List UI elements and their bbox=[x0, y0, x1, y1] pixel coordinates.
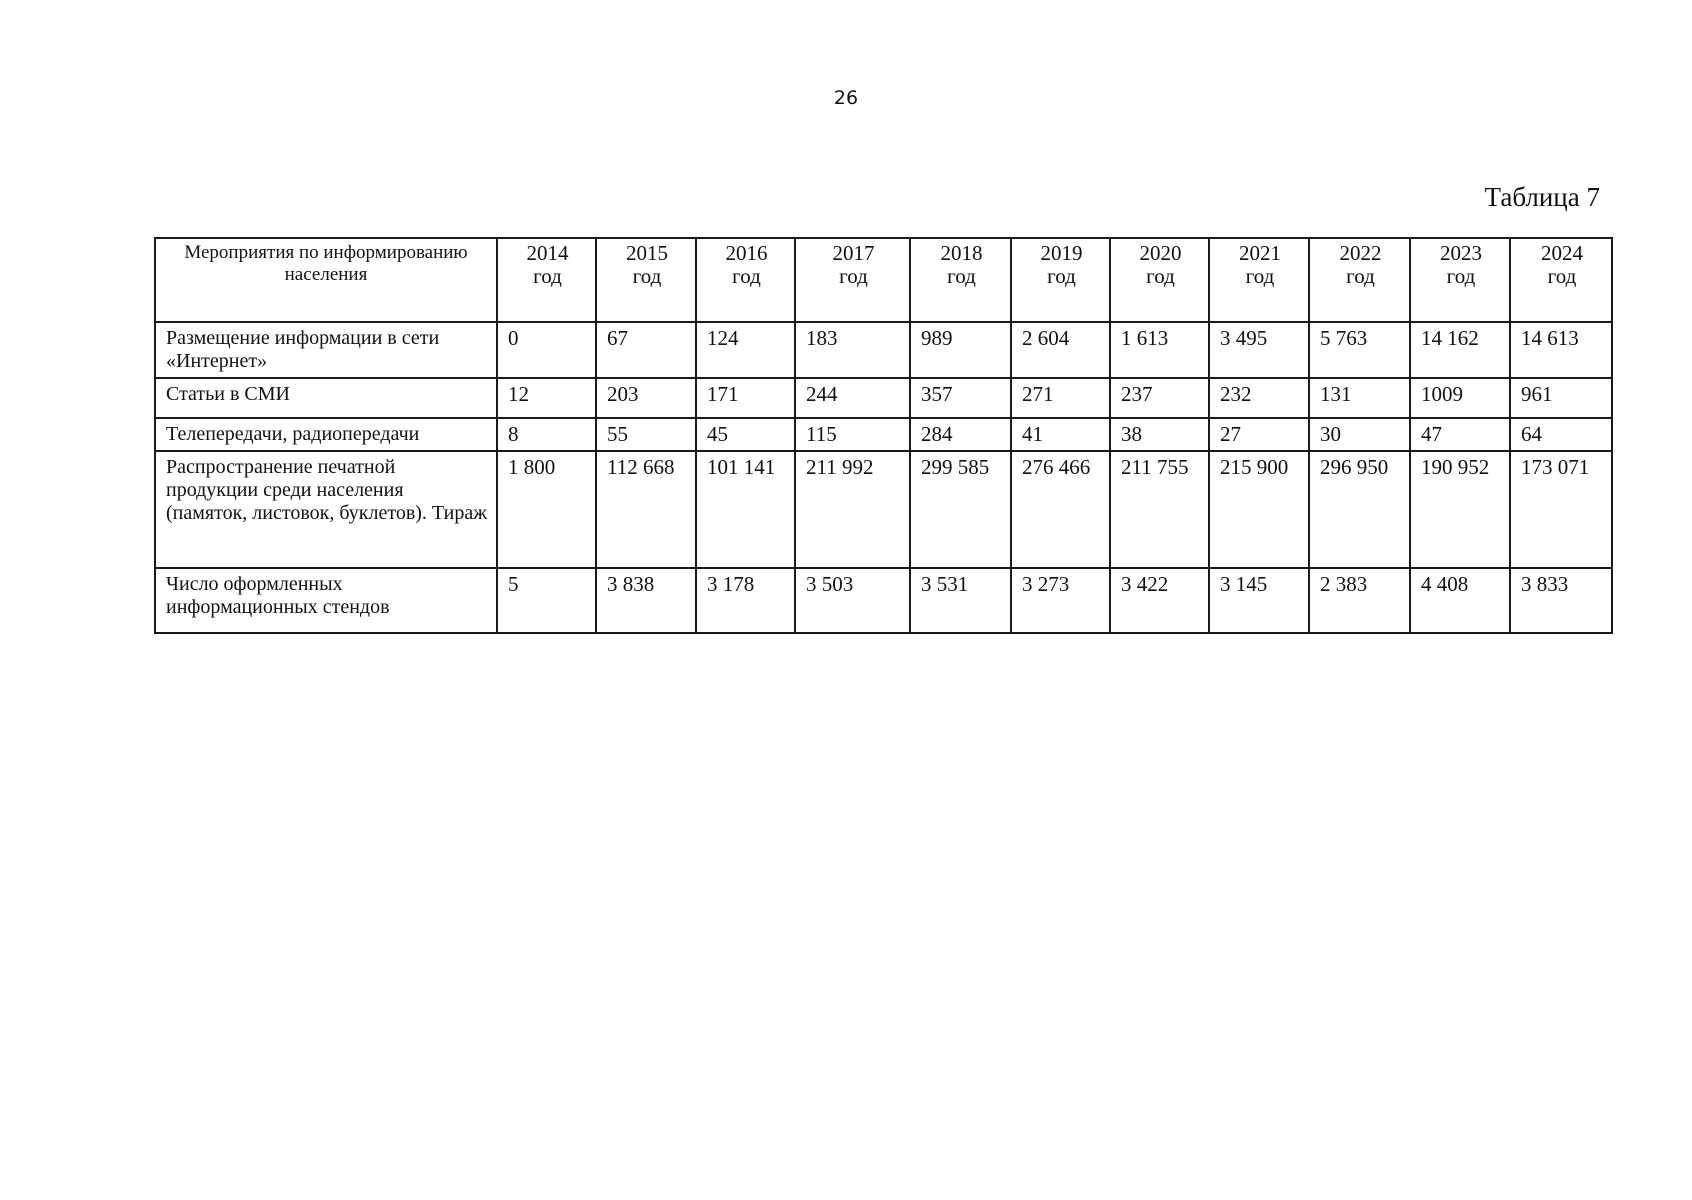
table-cell: 296 950 bbox=[1309, 451, 1410, 568]
year-suffix: год bbox=[1446, 264, 1476, 288]
table-cell: 30 bbox=[1309, 418, 1410, 451]
year-label: 2014 bbox=[526, 241, 569, 265]
table-cell: 173 071 bbox=[1510, 451, 1612, 568]
table-cell: 41 bbox=[1011, 418, 1110, 451]
table-cell: 55 bbox=[596, 418, 696, 451]
row-label: Телепередачи, радиопередачи bbox=[155, 418, 497, 451]
table-cell: 183 bbox=[795, 322, 910, 378]
events-table bbox=[154, 237, 1613, 634]
header-year-2014 bbox=[497, 238, 596, 322]
year-suffix: год bbox=[1047, 264, 1076, 288]
year-label: 2023 bbox=[1440, 241, 1482, 265]
year-suffix: год bbox=[1346, 264, 1375, 288]
table-header-row bbox=[155, 238, 1612, 322]
table-cell: 3 273 bbox=[1011, 568, 1110, 633]
table-cell: 190 952 bbox=[1410, 451, 1510, 568]
table-cell: 1 800 bbox=[497, 451, 596, 568]
year-label: 2019 bbox=[1040, 241, 1083, 265]
table-cell: 131 bbox=[1309, 378, 1410, 418]
table-cell: 232 bbox=[1209, 378, 1309, 418]
table-cell: 2 604 bbox=[1011, 322, 1110, 378]
page-number: 26 bbox=[833, 87, 859, 109]
header-year-2020 bbox=[1110, 238, 1209, 322]
table-cell: 38 bbox=[1110, 418, 1209, 451]
year-label: 2024 bbox=[1541, 241, 1583, 265]
table-cell: 124 bbox=[696, 322, 795, 378]
header-events-label: Мероприятия по информированию населения bbox=[155, 238, 497, 322]
table-cell: 1 613 bbox=[1110, 322, 1209, 378]
table-cell: 211 755 bbox=[1110, 451, 1209, 568]
table-cell: 989 bbox=[910, 322, 1011, 378]
row-label: Статьи в СМИ bbox=[155, 378, 497, 418]
header-year-2016 bbox=[696, 238, 795, 322]
year-suffix: год bbox=[1547, 264, 1577, 288]
table-row-print bbox=[155, 451, 1612, 568]
table-cell: 357 bbox=[910, 378, 1011, 418]
year-label: 2017 bbox=[832, 241, 875, 265]
table-cell: 276 466 bbox=[1011, 451, 1110, 568]
header-year-2018 bbox=[910, 238, 1011, 322]
table-row-media bbox=[155, 378, 1612, 418]
table-cell: 47 bbox=[1410, 418, 1510, 451]
table-cell: 12 bbox=[497, 378, 596, 418]
table-cell: 3 422 bbox=[1110, 568, 1209, 633]
year-suffix: год bbox=[839, 264, 868, 288]
year-suffix: год bbox=[1245, 264, 1275, 288]
table-cell: 8 bbox=[497, 418, 596, 451]
table-cell: 961 bbox=[1510, 378, 1612, 418]
year-suffix: год bbox=[732, 264, 761, 288]
table-row-stands bbox=[155, 568, 1612, 633]
table-cell: 27 bbox=[1209, 418, 1309, 451]
table-cell: 101 141 bbox=[696, 451, 795, 568]
row-label: Число оформленных информационных стендов bbox=[155, 568, 497, 633]
table-row-broadcasts bbox=[155, 418, 1612, 451]
table-cell: 3 531 bbox=[910, 568, 1011, 633]
header-year-2023 bbox=[1410, 238, 1510, 322]
row-label: Распространение печатной продукции среди населения (памяток, листовок, буклетов). Тираж bbox=[155, 451, 497, 568]
table-cell: 64 bbox=[1510, 418, 1612, 451]
table-cell: 3 838 bbox=[596, 568, 696, 633]
table-cell: 112 668 bbox=[596, 451, 696, 568]
table-cell: 211 992 bbox=[795, 451, 910, 568]
table-cell: 284 bbox=[910, 418, 1011, 451]
table-cell: 3 503 bbox=[795, 568, 910, 633]
header-year-2024 bbox=[1510, 238, 1612, 322]
row-label: Размещение информации в сети «Интернет» bbox=[155, 322, 497, 378]
table-caption: Таблица 7 bbox=[1484, 182, 1600, 212]
table-cell: 45 bbox=[696, 418, 795, 451]
year-label: 2015 bbox=[626, 241, 668, 265]
table-cell: 271 bbox=[1011, 378, 1110, 418]
year-label: 2021 bbox=[1239, 241, 1281, 265]
table-cell: 0 bbox=[497, 322, 596, 378]
table-cell: 237 bbox=[1110, 378, 1209, 418]
table-cell: 215 900 bbox=[1209, 451, 1309, 568]
table-row-internet bbox=[155, 322, 1612, 378]
year-suffix: год bbox=[947, 264, 976, 288]
year-suffix: год bbox=[1146, 264, 1175, 288]
year-label: 2022 bbox=[1339, 241, 1382, 265]
table-cell: 4 408 bbox=[1410, 568, 1510, 633]
table-cell: 203 bbox=[596, 378, 696, 418]
header-year-2017 bbox=[795, 238, 910, 322]
table-cell: 14 162 bbox=[1410, 322, 1510, 378]
year-suffix: год bbox=[632, 264, 662, 288]
table-cell: 299 585 bbox=[910, 451, 1011, 568]
table-cell: 244 bbox=[795, 378, 910, 418]
year-label: 2018 bbox=[940, 241, 983, 265]
table-cell: 3 178 bbox=[696, 568, 795, 633]
header-year-2015 bbox=[596, 238, 696, 322]
header-year-2021 bbox=[1209, 238, 1309, 322]
table-cell: 5 bbox=[497, 568, 596, 633]
year-label: 2020 bbox=[1139, 241, 1182, 265]
table-cell: 67 bbox=[596, 322, 696, 378]
table-cell: 1009 bbox=[1410, 378, 1510, 418]
table-cell: 14 613 bbox=[1510, 322, 1612, 378]
table-cell: 171 bbox=[696, 378, 795, 418]
year-suffix: год bbox=[533, 264, 562, 288]
table-cell: 2 383 bbox=[1309, 568, 1410, 633]
table-cell: 3 495 bbox=[1209, 322, 1309, 378]
table-cell: 3 145 bbox=[1209, 568, 1309, 633]
header-year-2022 bbox=[1309, 238, 1410, 322]
table-cell: 5 763 bbox=[1309, 322, 1410, 378]
table-cell: 3 833 bbox=[1510, 568, 1612, 633]
table-cell: 115 bbox=[795, 418, 910, 451]
header-year-2019 bbox=[1011, 238, 1110, 322]
year-label: 2016 bbox=[725, 241, 768, 265]
